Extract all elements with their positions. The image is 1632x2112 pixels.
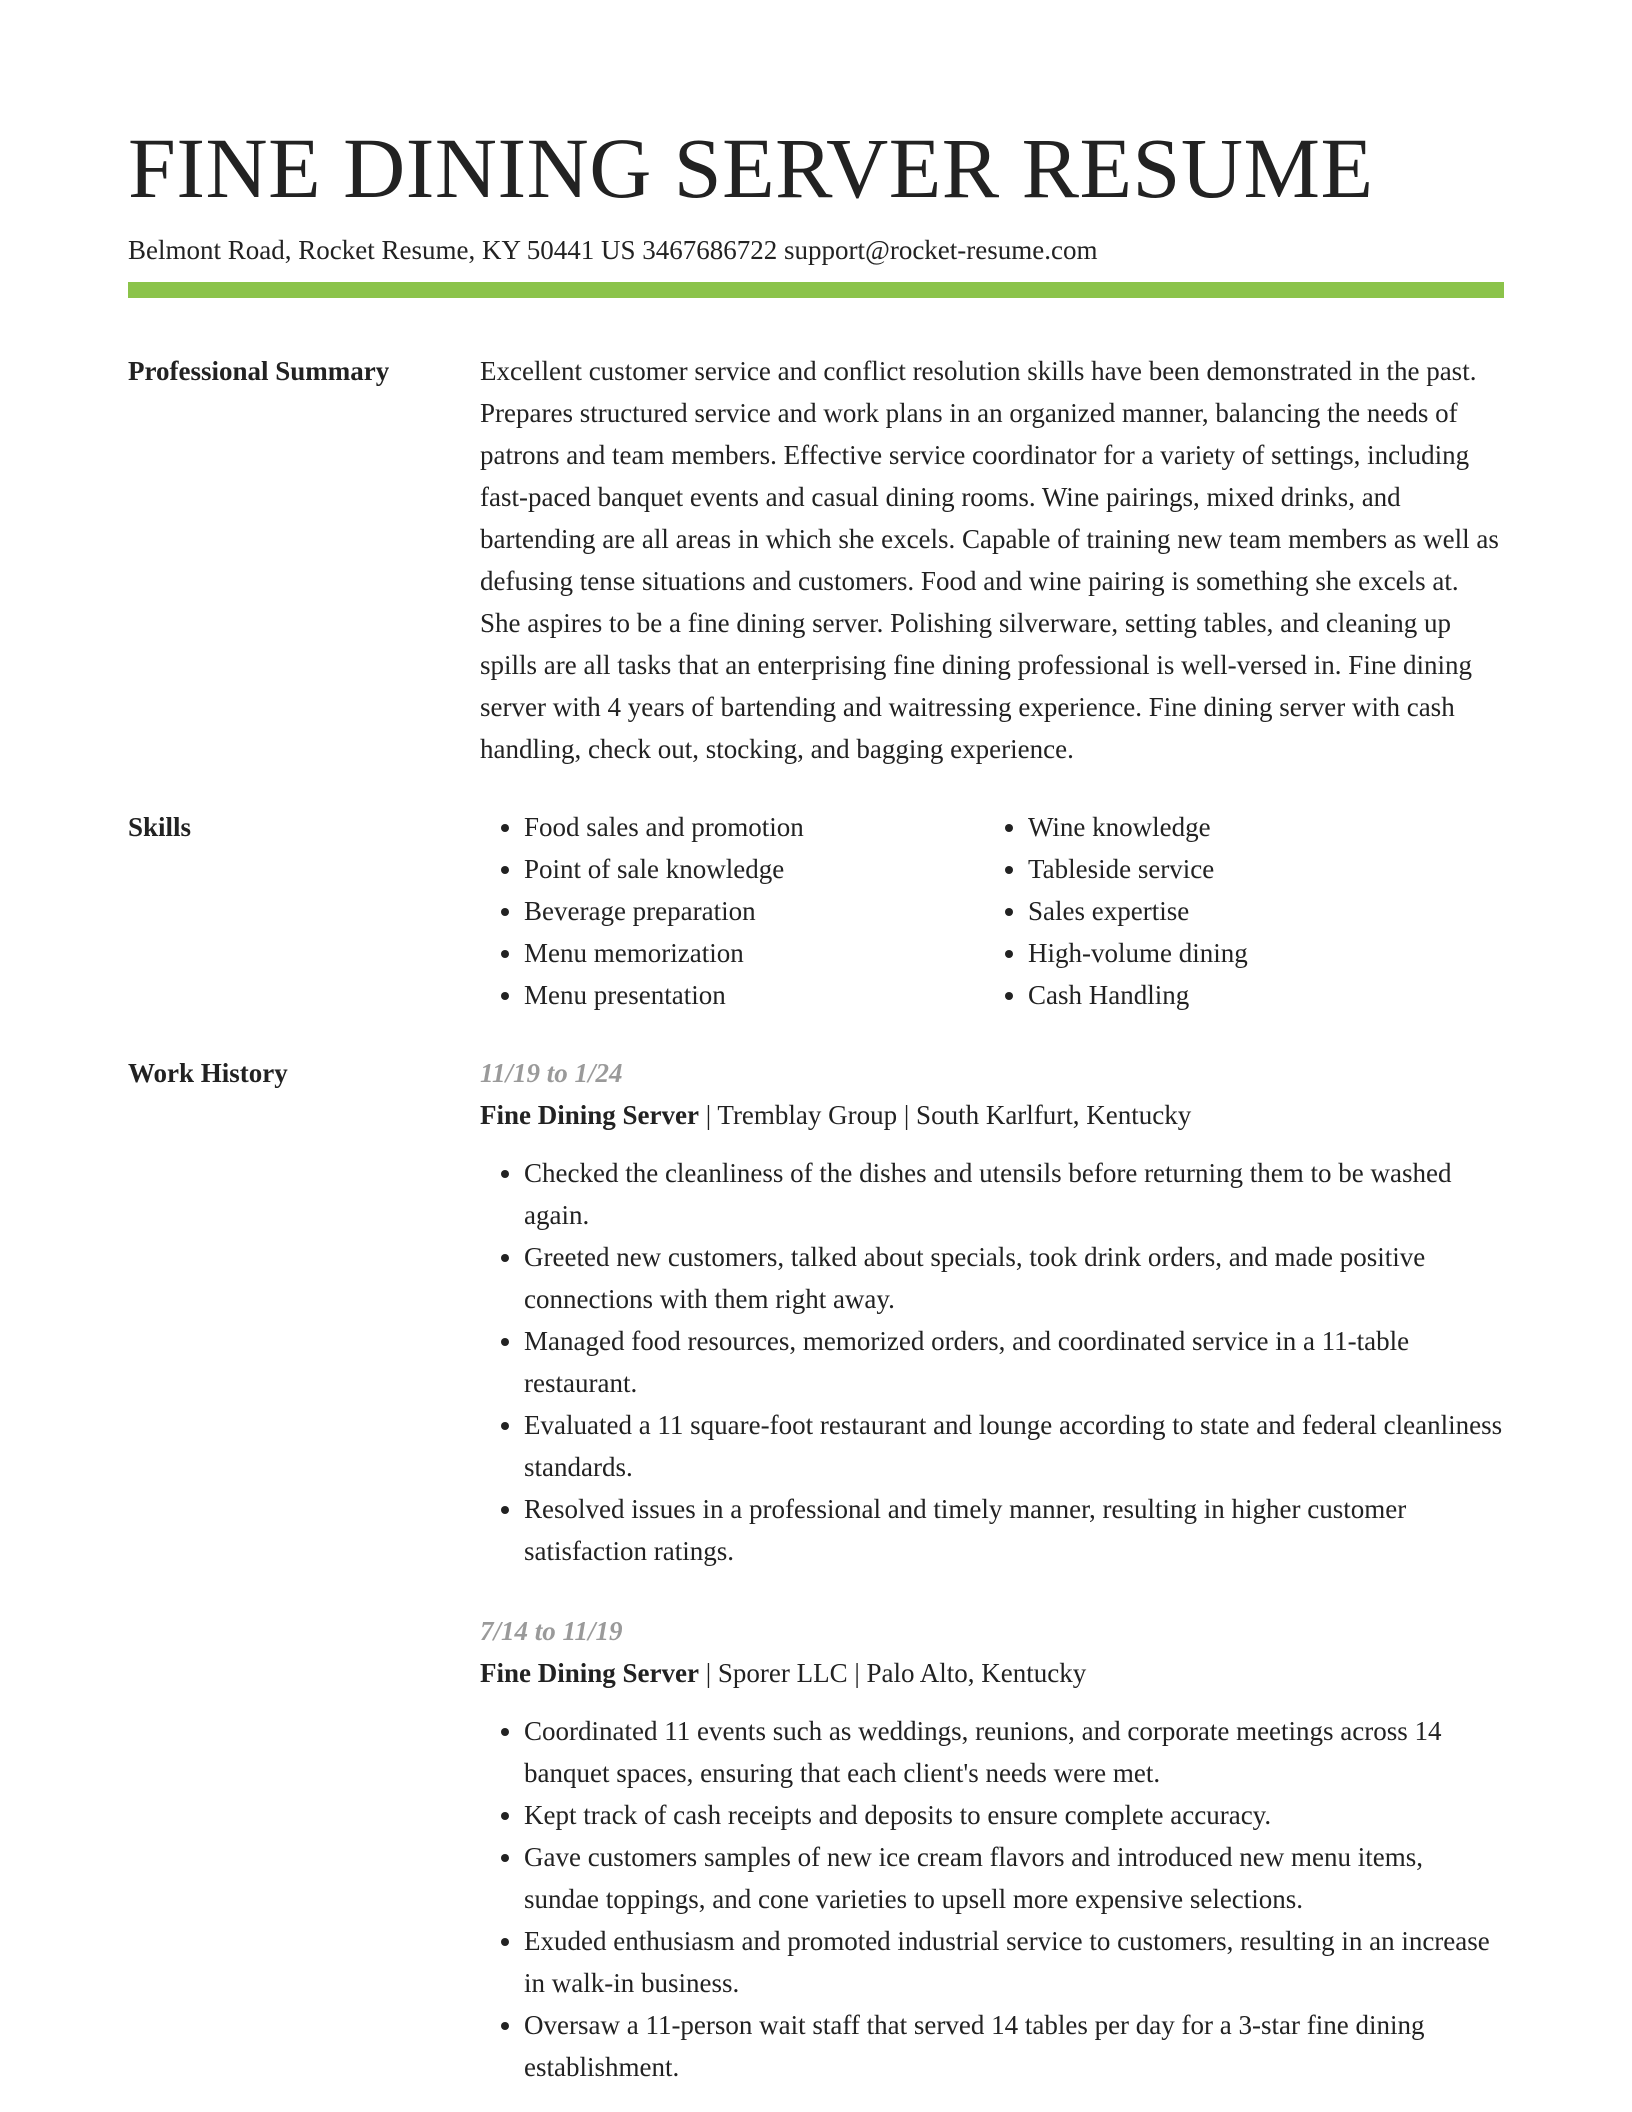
job-bullet: • Gave customers samples of new ice cream flavors and introduced new menu items, sundae toppings, and cone varieties to upsell more expensive selections. [524, 1836, 1504, 1920]
job-title-line [480, 1094, 1504, 1136]
job-bullet: • Oversaw a 11-person wait staff that served 14 tables per day for a 3-star fine dining establishment. [524, 2004, 1504, 2088]
job-entry [480, 1052, 1504, 1572]
work-history-section [128, 1052, 1504, 2088]
skill-item: • Beverage preparation [524, 890, 984, 932]
job-bullet: • Managed food resources, memorized orders, and coordinated service in a 11-table restaurant. [524, 1320, 1504, 1404]
summary-text: Excellent customer service and conflict resolution skills have been demonstrated in the past. Prepares structured service and work plans in an organized manner, balancing the needs of patrons and team members. Effective service coordinator for a variety of settings, including fast-paced banquet events and casual dining rooms. Wine pairings, mixed drinks, and bartending are all areas in which she excels. Capable of training new team members as well as defusing tense situations and customers. Food and wine pairing is something she excels at. She aspires to be a fine dining server. Polishing silverware, setting tables, and cleaning up spills are all tasks that an enterprising fine dining professional is well-versed in. Fine dining server with 4 years of bartending and waitressing experience. Fine dining server with cash handling, check out, stocking, and bagging experience. [480, 356, 1499, 764]
job-dates: 11/19 to 1/24 [480, 1058, 623, 1088]
skill-item: • Menu presentation [524, 974, 984, 1016]
job-details: | Sporer LLC | Palo Alto, Kentucky [698, 1658, 1087, 1688]
accent-divider [128, 282, 1504, 298]
job-bullet: • Coordinated 11 events such as weddings, reunions, and corporate meetings across 14 banquet spaces, ensuring that each client's needs were met. [524, 1710, 1504, 1794]
job-bullets [480, 1152, 1504, 1572]
job-bullet: • Kept track of cash receipts and deposits to ensure complete accuracy. [524, 1794, 1504, 1836]
skills-heading: Skills [128, 812, 192, 842]
job-bullets [480, 1710, 1504, 2088]
job-bullet: • Greeted new customers, talked about specials, took drink orders, and made positive connections with them right away. [524, 1236, 1504, 1320]
page-title: FINE DINING SERVER RESUME [128, 120, 1374, 216]
job-entry [480, 1610, 1504, 2088]
contact-info: Belmont Road, Rocket Resume, KY 50441 US 3467686722 support@rocket-resume.com [128, 235, 1098, 265]
summary-section [128, 350, 1504, 770]
job-details: | Tremblay Group | South Karlfurt, Kentucky [698, 1100, 1192, 1130]
skill-item: • Wine knowledge [1028, 806, 1488, 848]
resume-page [128, 118, 1504, 2088]
job-bullet: • Resolved issues in a professional and timely manner, resulting in higher customer satisfaction ratings. [524, 1488, 1504, 1572]
skill-item: • Cash Handling [1028, 974, 1488, 1016]
skill-item: • Point of sale knowledge [524, 848, 984, 890]
skills-column-right [984, 806, 1488, 1016]
skills-column-left [480, 806, 984, 1016]
skill-item: • High-volume dining [1028, 932, 1488, 974]
job-role: Fine Dining Server [480, 1100, 699, 1130]
work-history-heading: Work History [128, 1058, 288, 1088]
job-dates: 7/14 to 11/19 [480, 1616, 623, 1646]
skill-item: • Menu memorization [524, 932, 984, 974]
job-bullet: • Evaluated a 11 square-foot restaurant and lounge according to state and federal cleanliness standards. [524, 1404, 1504, 1488]
job-bullet: • Exuded enthusiasm and promoted industrial service to customers, resulting in an increase in walk-in business. [524, 1920, 1504, 2004]
skills-list [480, 806, 1504, 1016]
skill-item: • Sales expertise [1028, 890, 1488, 932]
skills-section [128, 806, 1504, 1016]
summary-heading: Professional Summary [128, 356, 390, 386]
skill-item: • Tableside service [1028, 848, 1488, 890]
job-title-line [480, 1652, 1504, 1694]
job-role: Fine Dining Server [480, 1658, 699, 1688]
job-bullet: • Checked the cleanliness of the dishes and utensils before returning them to be washed again. [524, 1152, 1504, 1236]
skill-item: • Food sales and promotion [524, 806, 984, 848]
